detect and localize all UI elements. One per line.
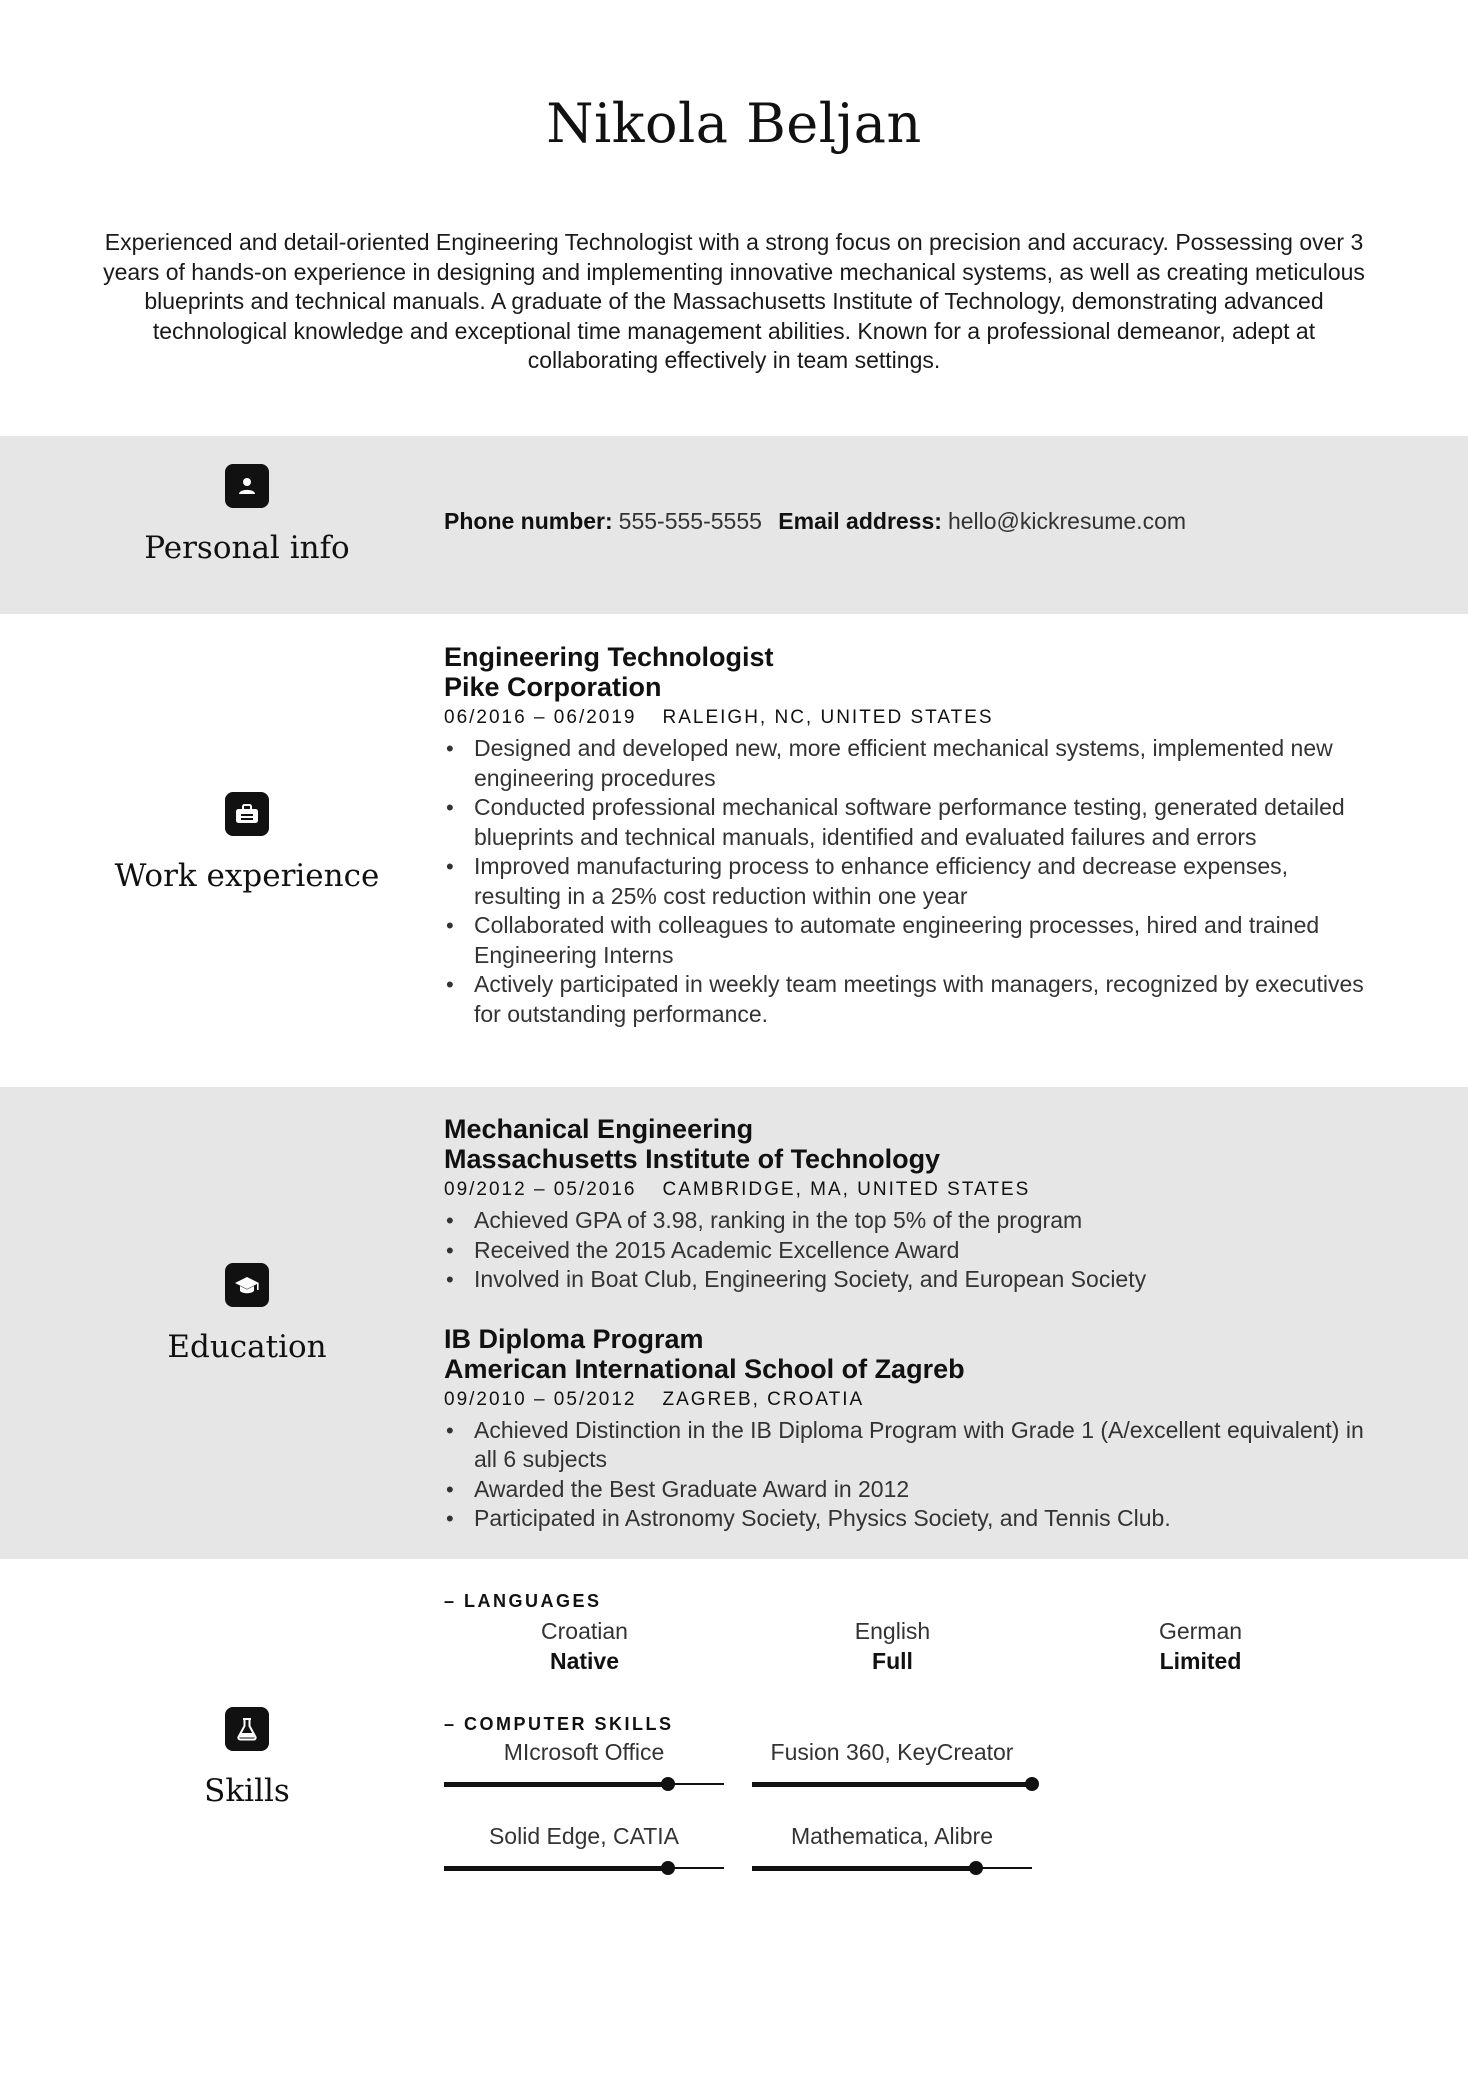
language-name: German [1158, 1618, 1243, 1644]
computer-skill-item [444, 1821, 752, 1875]
education-section [0, 1087, 1468, 1559]
computer-skills-list [444, 1737, 1364, 1905]
education-side [0, 1263, 494, 1365]
skills-side [0, 1707, 494, 1809]
edu-bullets [444, 1206, 1364, 1295]
list-item: • Designed and developed new, more efficient mechanical systems, implemented new engineering procedures [444, 734, 1364, 793]
personal-info-side [0, 464, 494, 566]
list-item: • Conducted professional mechanical software performance testing, generated detailed blueprints and technical manuals, identified and evaluated failures and errors [444, 793, 1364, 852]
skills-section [0, 1559, 1468, 1959]
list-item: • Achieved GPA of 3.98, ranking in the top 5% of the program [444, 1206, 1364, 1236]
skill-level-knob [661, 1777, 675, 1791]
phone-label: Phone number: [444, 508, 613, 534]
edu-bullets [444, 1416, 1364, 1534]
edu-dates: 09/2012 – 05/2016 [444, 1179, 637, 1200]
personal-info-section [0, 436, 1468, 614]
briefcase-icon [225, 792, 269, 836]
computer-skill-item [444, 1737, 752, 1791]
skill-level-fill [752, 1782, 1032, 1787]
language-item [1060, 1616, 1341, 1676]
computer-skills-heading: – COMPUTER SKILLS [444, 1714, 674, 1734]
edu-location: ZAGREB, CROATIA [662, 1388, 865, 1410]
edu-school: Massachusetts Institute of Technology [444, 1144, 941, 1174]
section-title-work-experience: Work experience [114, 858, 380, 894]
skill-level-fill [752, 1866, 976, 1871]
skill-name: Mathematica, Alibre [791, 1823, 993, 1849]
skill-level-fill [444, 1866, 668, 1871]
skill-level-bar [752, 1777, 1032, 1791]
section-title-personal-info: Personal info [144, 530, 350, 566]
job-bullets [444, 734, 1364, 1029]
section-title-skills: Skills [204, 1773, 290, 1809]
language-level: Full [872, 1648, 913, 1674]
list-item: • Improved manufacturing process to enhance efficiency and decrease expenses, resulting in a 25% cost reduction within one year [444, 852, 1364, 911]
email-value: hello@kickresume.com [947, 508, 1187, 534]
phone-value: 555-555-5555 [618, 508, 762, 534]
job-company: Pike Corporation [444, 672, 662, 702]
language-level: Limited [1159, 1648, 1242, 1674]
edu-location: CAMBRIDGE, MA, UNITED STATES [662, 1179, 1031, 1200]
skills-content [444, 1591, 1364, 1905]
job-meta [444, 704, 1364, 732]
language-item [725, 1616, 1060, 1676]
language-name: Croatian [541, 1618, 628, 1644]
work-side [0, 792, 494, 894]
skill-level-knob [661, 1861, 675, 1875]
list-item: • Achieved Distinction in the IB Diploma Program with Grade 1 (A/excellent equivalent) in all 6 subjects [444, 1416, 1364, 1475]
email-label: Email address: [778, 508, 942, 534]
skill-level-knob [1025, 1777, 1039, 1791]
list-item: • Collaborated with colleagues to automate engineering processes, hired and trained Engineering Interns [444, 911, 1364, 970]
language-level: Native [549, 1648, 620, 1674]
skill-name: MIcrosoft Office [503, 1739, 665, 1765]
skill-level-knob [969, 1861, 983, 1875]
job-entry [444, 642, 1364, 1029]
list-item: • Participated in Astronomy Society, Physics Society, and Tennis Club. [444, 1504, 1364, 1534]
languages-heading: – LANGUAGES [444, 1591, 602, 1611]
edu-dates: 09/2010 – 05/2012 [444, 1388, 637, 1410]
section-title-education: Education [167, 1329, 327, 1365]
edu-meta [444, 1386, 1364, 1414]
skill-level-fill [444, 1782, 668, 1787]
edu-meta [444, 1176, 1364, 1204]
language-item [444, 1616, 725, 1676]
skill-level-bar [752, 1861, 1032, 1875]
edu-school: American International School of Zagreb [444, 1353, 965, 1384]
person-icon [225, 464, 269, 508]
education-entry [444, 1324, 1364, 1534]
list-item: • Received the 2015 Academic Excellence Award [444, 1236, 1364, 1266]
edu-degree: IB Diploma Program [444, 1323, 704, 1354]
list-item: • Actively participated in weekly team meetings with managers, recognized by executives for outstanding performance. [444, 970, 1364, 1029]
education-entry [444, 1114, 1364, 1295]
skill-name: Fusion 360, KeyCreator [770, 1739, 1014, 1765]
flask-icon [225, 1707, 269, 1751]
list-item: • Awarded the Best Graduate Award in 2012 [444, 1475, 1364, 1505]
job-dates: 06/2016 – 06/2019 [444, 707, 637, 728]
edu-degree: Mechanical Engineering [444, 1114, 754, 1144]
list-item: • Involved in Boat Club, Engineering Society, and European Society [444, 1265, 1364, 1295]
job-location: RALEIGH, NC, UNITED STATES [662, 707, 994, 728]
profile-summary: Experienced and detail-oriented Engineering Technologist with a strong focus on precision and accuracy. Possessing over 3 years of hands-on experience in designing and implementing innovative mechanical systems, as well as creating meticulous blueprints and technical manuals. A graduate of the Massachusetts Institute of Technology, demonstrating advanced technological knowledge and exceptional time management abilities. Known for a professional demeanor, adept at collaborating effectively in team settings. [103, 229, 1365, 373]
skill-name: Solid Edge, CATIA [488, 1823, 680, 1849]
computer-skill-item [752, 1737, 1060, 1791]
contact-line [444, 508, 1364, 535]
candidate-name: Nikola Beljan [546, 92, 922, 155]
languages-list [444, 1616, 1364, 1676]
education-entries [444, 1114, 1364, 1534]
skill-level-bar [444, 1861, 724, 1875]
job-title: Engineering Technologist [444, 642, 774, 672]
computer-skill-item [752, 1821, 1060, 1875]
language-name: English [854, 1618, 931, 1644]
skill-level-bar [444, 1777, 724, 1791]
work-experience-section [0, 614, 1468, 1087]
graduation-cap-icon [225, 1263, 269, 1307]
